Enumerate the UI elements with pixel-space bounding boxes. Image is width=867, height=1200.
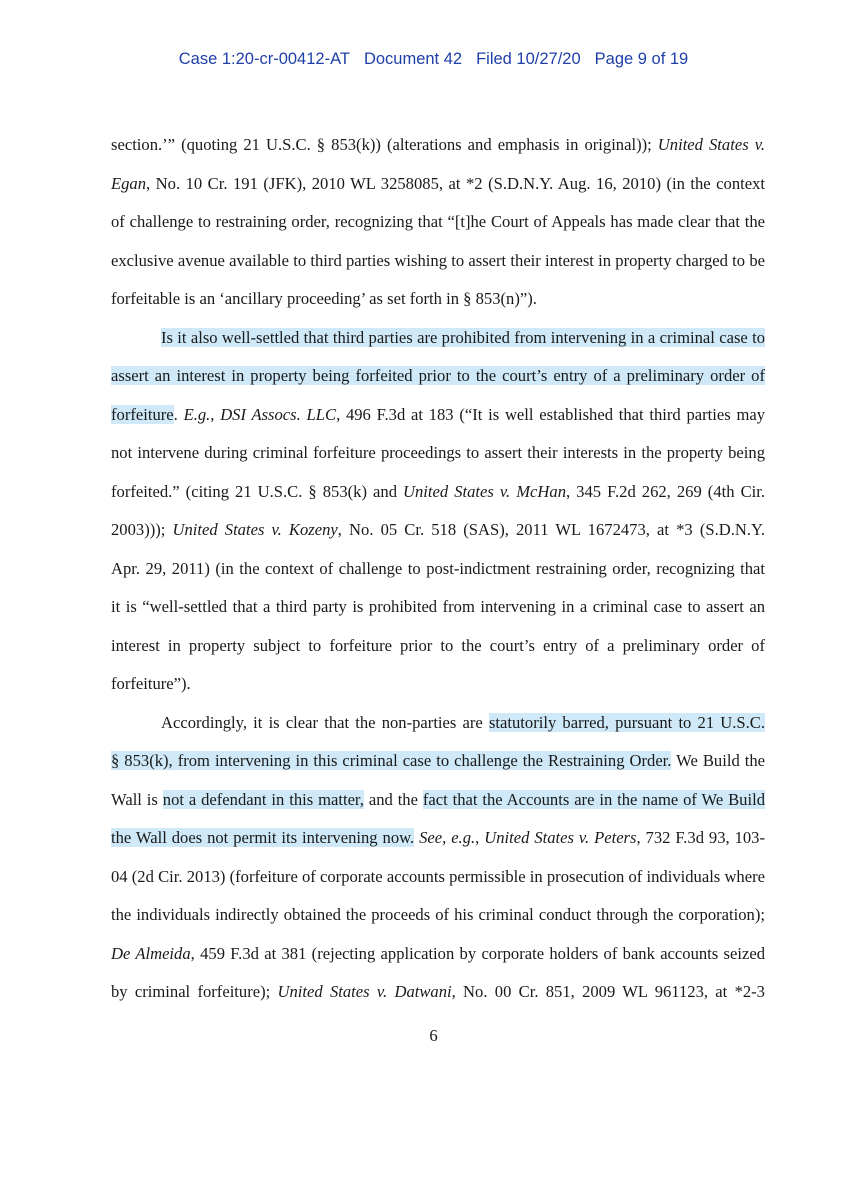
highlight: Is it also well-settled that third parties are prohibited from intervening in a criminal case to	[161, 328, 765, 347]
body-line: the individuals indirectly obtained the proceeds of his criminal conduct through the corporation);	[111, 905, 765, 924]
body-line: of challenge to restraining order, recognizing that “[t]he Court of Appeals has made clear that the	[111, 212, 765, 231]
body-line: section.’” (quoting 21 U.S.C. § 853(k)) (alterations and emphasis in original)); United States v.	[111, 135, 765, 154]
body-line: not intervene during criminal forfeiture proceedings to assert their interests in the property being	[111, 443, 765, 462]
body-line: forfeitable is an ‘ancillary proceeding’ as set forth in § 853(n)”).	[111, 289, 537, 308]
highlight: § 853(k), from intervening in this criminal case to challenge the Restraining Order.	[111, 751, 672, 770]
highlight: assert an interest in property being forfeited prior to the court’s entry of a preliminary order of	[111, 366, 765, 385]
body-line	[111, 363, 765, 389]
body-line: forfeited.” (citing 21 U.S.C. § 853(k) and United States v. McHan, 345 F.2d 262, 269 (4th Cir.	[111, 482, 765, 501]
page-number: 6	[429, 1026, 438, 1045]
case-header	[0, 50, 867, 69]
body-line: the Wall does not permit its intervening now. See, e.g., United States v. Peters, 732 F.3d 93, 103-	[111, 828, 766, 847]
body-line: exclusive avenue available to third parties wishing to assert their interest in property charged to be	[111, 251, 765, 270]
body-line: forfeiture. E.g., DSI Assocs. LLC, 496 F.3d at 183 (“It is well established that third parties may	[111, 405, 766, 424]
case-number: Case 1:20-cr-00412-AT	[178, 50, 350, 68]
highlight: statutorily barred, pursuant to 21 U.S.C.	[488, 713, 766, 732]
body-line: 04 (2d Cir. 2013) (forfeiture of corporate accounts permissible in prosecution of individuals where	[111, 867, 765, 886]
body-line	[161, 325, 765, 351]
body-line: De Almeida, 459 F.3d at 381 (rejecting application by corporate holders of bank accounts seized	[111, 944, 765, 963]
document-number: Document 42	[363, 50, 463, 68]
body-line: Egan, No. 10 Cr. 191 (JFK), 2010 WL 3258085, at *2 (S.D.N.Y. Aug. 16, 2010) (in the context	[111, 174, 765, 193]
body-line: 2003))); United States v. Kozeny, No. 05 Cr. 518 (SAS), 2011 WL 1672473, at *3 (S.D.N.Y.	[111, 520, 765, 539]
body-line: forfeiture”).	[111, 674, 191, 693]
body-line: Accordingly, it is clear that the non-parties are statutorily barred, pursuant to 21 U.S.C.	[161, 713, 766, 732]
body-line: § 853(k), from intervening in this criminal case to challenge the Restraining Order. We Build the	[111, 751, 766, 770]
body-line: by criminal forfeiture); United States v. Datwani, No. 00 Cr. 851, 2009 WL 961123, at *2-3	[111, 982, 765, 1001]
body-line: Wall is not a defendant in this matter, and the fact that the Accounts are in the name of We Build	[111, 790, 765, 809]
body-line: it is “well-settled that a third party is prohibited from intervening in a criminal case to assert an	[111, 597, 765, 616]
page-count: Page 9 of 19	[594, 50, 689, 68]
highlight: the Wall does not permit its intervening now.	[111, 828, 415, 847]
highlight: forfeiture	[111, 405, 174, 424]
highlight: not a defendant in this matter,	[162, 790, 364, 809]
highlight: fact that the Accounts are in the name of We Build	[422, 790, 765, 809]
body-line: interest in property subject to forfeiture prior to the court’s entry of a preliminary order of	[111, 636, 765, 655]
filed-date: Filed 10/27/20	[476, 50, 581, 68]
body-line: Apr. 29, 2011) (in the context of challenge to post-indictment restraining order, recognizing that	[111, 559, 765, 578]
